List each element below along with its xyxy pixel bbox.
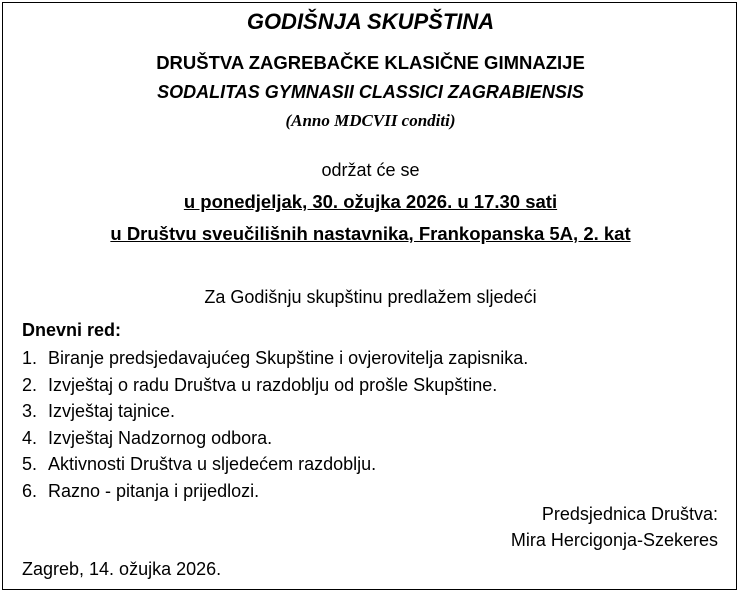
agenda-item: [22, 478, 528, 505]
signature-role: Predsjednica Društva:: [541, 504, 718, 524]
place-and-date: Zagreb, 14. ožujka 2026.: [22, 559, 222, 579]
founding-note: (Anno MDCVII conditi): [285, 111, 456, 130]
agenda-item-number: 1.: [22, 348, 38, 368]
signature-name: Mira Hercigonja-Szekeres: [510, 530, 718, 550]
meeting-place: u Društvu sveučilišnih nastavnika, Frankopanska 5A, 2. kat: [110, 223, 631, 244]
agenda-item-text: Izvještaj o radu Društva u razdoblju od prošle Skupštine.: [48, 374, 498, 395]
agenda-item-number: 6.: [22, 480, 38, 501]
held-text: održat će se: [321, 160, 420, 180]
society-name: DRUŠTVA ZAGREBAČKE KLASIČNE GIMNAZIJE: [156, 52, 585, 73]
agenda-item-number: 5.: [22, 454, 38, 474]
agenda-item-text: Biranje predsjedavajućeg Skupštine i ovjerovitelja zapisnika.: [48, 348, 529, 368]
agenda-heading: Dnevni red:: [22, 320, 122, 340]
agenda-item: [22, 372, 528, 399]
agenda-item-text: Izvještaj tajnice.: [48, 401, 176, 421]
proposal-text: Za Godišnju skupštinu predlažem sljedeći: [204, 287, 537, 307]
document-title: GODIŠNJA SKUPŠTINA: [246, 9, 495, 34]
agenda-item-text: Razno - pitanja i prijedlozi.: [48, 480, 260, 501]
agenda-item-number: 2.: [22, 374, 38, 395]
meeting-date: u ponedjeljak, 30. ožujka 2026. u 17.30 sati: [183, 191, 558, 212]
agenda-item: [22, 398, 528, 425]
agenda-item-text: Izvještaj Nadzornog odbora.: [48, 427, 273, 448]
agenda-list: [22, 345, 528, 504]
society-latin-name: SODALITAS GYMNASII CLASSICI ZAGRABIENSIS: [157, 82, 584, 102]
agenda-item: [22, 451, 528, 478]
agenda-item: [22, 345, 528, 372]
agenda-item: [22, 425, 528, 452]
agenda-item-text: Aktivnosti Društva u sljedećem razdoblju.: [48, 454, 377, 474]
agenda-item-number: 3.: [22, 401, 38, 421]
agenda-item-number: 4.: [22, 427, 38, 448]
